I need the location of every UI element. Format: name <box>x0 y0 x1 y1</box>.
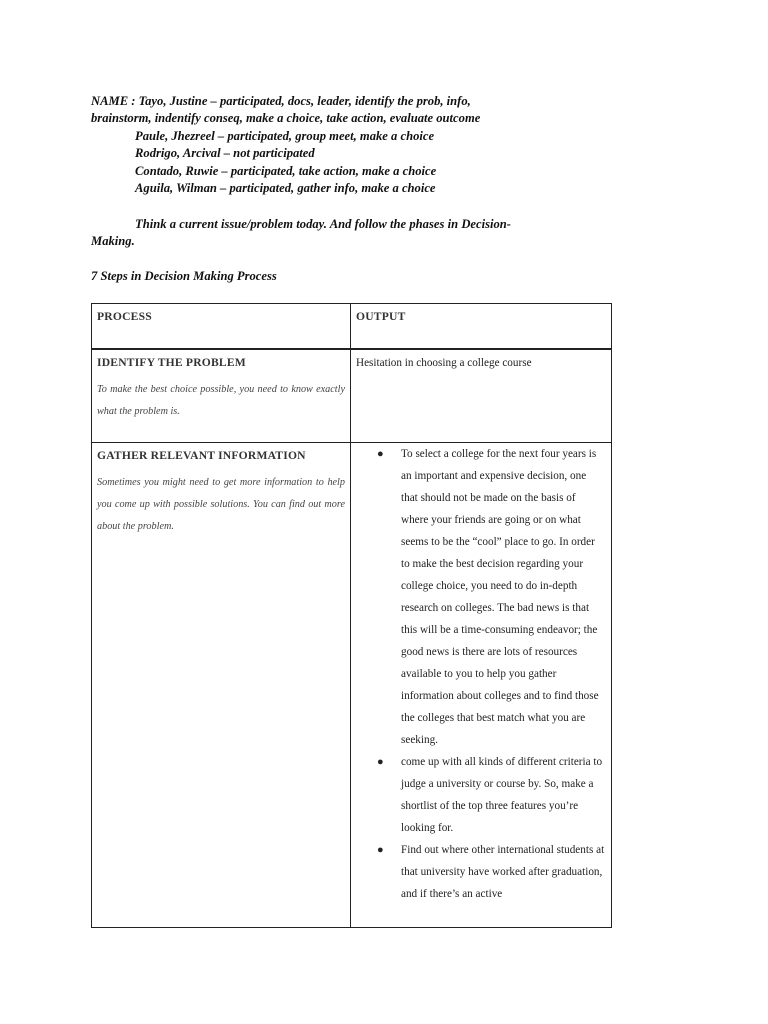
process-cell <box>92 349 351 443</box>
list-item <box>351 839 611 905</box>
bullet-text: come up with all kinds of different criteria to judge a university or course by. So, make a shortlist of the top three features you’re looking for. <box>401 756 603 834</box>
bullet-text: Find out where other international students at that university have worked after graduation, and if there’s an active <box>401 844 605 900</box>
table-row <box>92 443 612 928</box>
process-title: GATHER RELEVANT INFORMATION <box>97 449 306 462</box>
bullet-text: To select a college for the next four years is an important and expensive decision, one that should not be made on the basis of where your friends are going or on what seems to be the “cool” place to go. In order to make the best decision regarding your college choice, you need to do in-depth research on colleges. The bad news is that this will be a time-consuming endeavor; the good news is there are lots of resources available to you to help you gather information about colleges and to find those the colleges that best match what you are seeking. <box>401 448 599 746</box>
list-item <box>351 751 611 839</box>
member-line-1 <box>91 93 511 110</box>
list-item <box>351 443 611 751</box>
header-output-cell <box>351 304 612 350</box>
bullet-icon: ● <box>377 756 384 768</box>
output-text: Hesitation in choosing a college course <box>356 357 532 369</box>
instruction-paragraph: Think a current issue/problem today. And follow the phases in Decision- Making. <box>91 217 511 249</box>
output-cell <box>351 443 612 928</box>
bullet-icon: ● <box>377 844 384 856</box>
group-members <box>91 93 511 197</box>
member-tayo: Tayo, Justine – participated, docs, leader, identify the prob, info, <box>138 94 471 108</box>
output-cell <box>351 349 612 443</box>
member-aguila: Aguila, Wilman – participated, gather info, make a choice <box>135 181 436 196</box>
header-output: OUTPUT <box>356 310 406 323</box>
table-row <box>92 349 612 443</box>
member-rodrigo: Rodrigo, Arcival – not participated <box>135 146 315 161</box>
header-process: PROCESS <box>97 310 152 323</box>
member-line-1-cont: brainstorm, indentify conseq, make a choice, take action, evaluate outcome <box>91 111 481 126</box>
name-label: NAME : <box>91 94 136 108</box>
decision-steps-table <box>91 303 612 928</box>
table-header-row <box>92 304 612 350</box>
process-title: IDENTIFY THE PROBLEM <box>97 356 246 369</box>
member-contado: Contado, Ruwie – participated, take action, make a choice <box>135 163 437 178</box>
process-description: To make the best choice possible, you need to know exactly what the problem is. <box>97 384 345 417</box>
header-process-cell <box>92 304 351 350</box>
member-paule: Paule, Jhezreel – participated, group meet, make a choice <box>135 128 435 143</box>
process-description: Sometimes you might need to get more information to help you come up with possible solutions. You can find out more about the problem. <box>97 477 345 532</box>
process-cell <box>92 443 351 928</box>
output-bullet-list <box>351 443 611 905</box>
steps-title: 7 Steps in Decision Making Process <box>91 269 277 283</box>
bullet-icon: ● <box>377 448 384 460</box>
